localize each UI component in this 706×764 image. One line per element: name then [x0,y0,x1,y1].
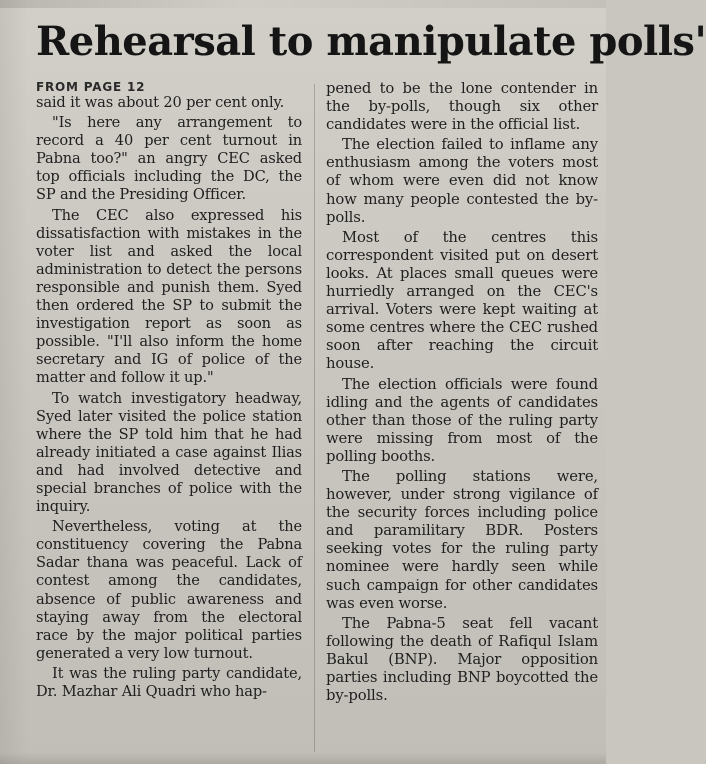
article-column-left [36,80,302,701]
top-edge [0,0,606,8]
left-edge-shadow [0,0,28,764]
paragraph: said it was about 20 per cent only. [36,94,285,111]
paragraph: The Pabna-5 seat fell vacant following the death of Rafiqul Islam Bakul (BNP). Major opposition parties including BNP boycotted the by-polls. [326,614,598,705]
article-column-right [326,80,598,705]
paragraph: It was the ruling party candidate, Dr. Mazhar Ali Quadri who hap- [36,664,302,700]
paragraph: To watch investigatory headway, Syed later visited the police station where the SP told him that he had already initiated a case against Ilias and had involved detective and special branches of police with the inquiry. [36,389,302,516]
paragraph: The election failed to inflame any enthusiasm among the voters most of whom were even did not know how many people contested the by-polls. [326,136,598,226]
bottom-edge [0,752,606,764]
column-divider [314,84,315,752]
paragraph: pened to be the lone contender in the by-polls, though six other candidates were in the official list. [326,80,598,134]
paragraph: The election officials were found idling and the agents of candidates other than those of the ruling party were missing from most of the polling booths. [326,375,598,465]
paragraph: Nevertheless, voting at the constituency covering the Pabna Sadar thana was peaceful. Lack of contest among the candidates, absence of public awareness and staying away from the electoral race by the major political parties generated a very low turnout. [36,518,302,662]
paragraph: The polling stations were, however, under strong vigilance of the security forces including police and paramilitary BDR. Posters seeking votes for the ruling party nominee were hardly seen while such campaign for other candidates was even worse. [326,467,598,612]
continued-from-kicker: FROM PAGE 12 [36,80,146,94]
headline: Rehearsal to manipulate polls' [36,18,706,65]
paragraph: The CEC also expressed his dissatisfaction with mistakes in the voter list and asked the local administration to detect the persons responsible and punish them. Syed then ordered the SP to submit the investigation report as soon as possible. "I'll also inform the home secretary and IG of police of the matter and follow it up." [36,206,302,387]
paragraph: Most of the centres this correspondent visited put on desert looks. At places small queues were hurriedly arranged on the CEC's arrival. Voters were kept waiting at some centres where the CEC rushed soon after reaching the circuit house. [326,228,598,373]
paragraph: "Is here any arrangement to record a 40 per cent turnout in Pabna too?" an angry CEC asked top officials including the DC, the SP and the Presiding Officer. [36,114,302,204]
